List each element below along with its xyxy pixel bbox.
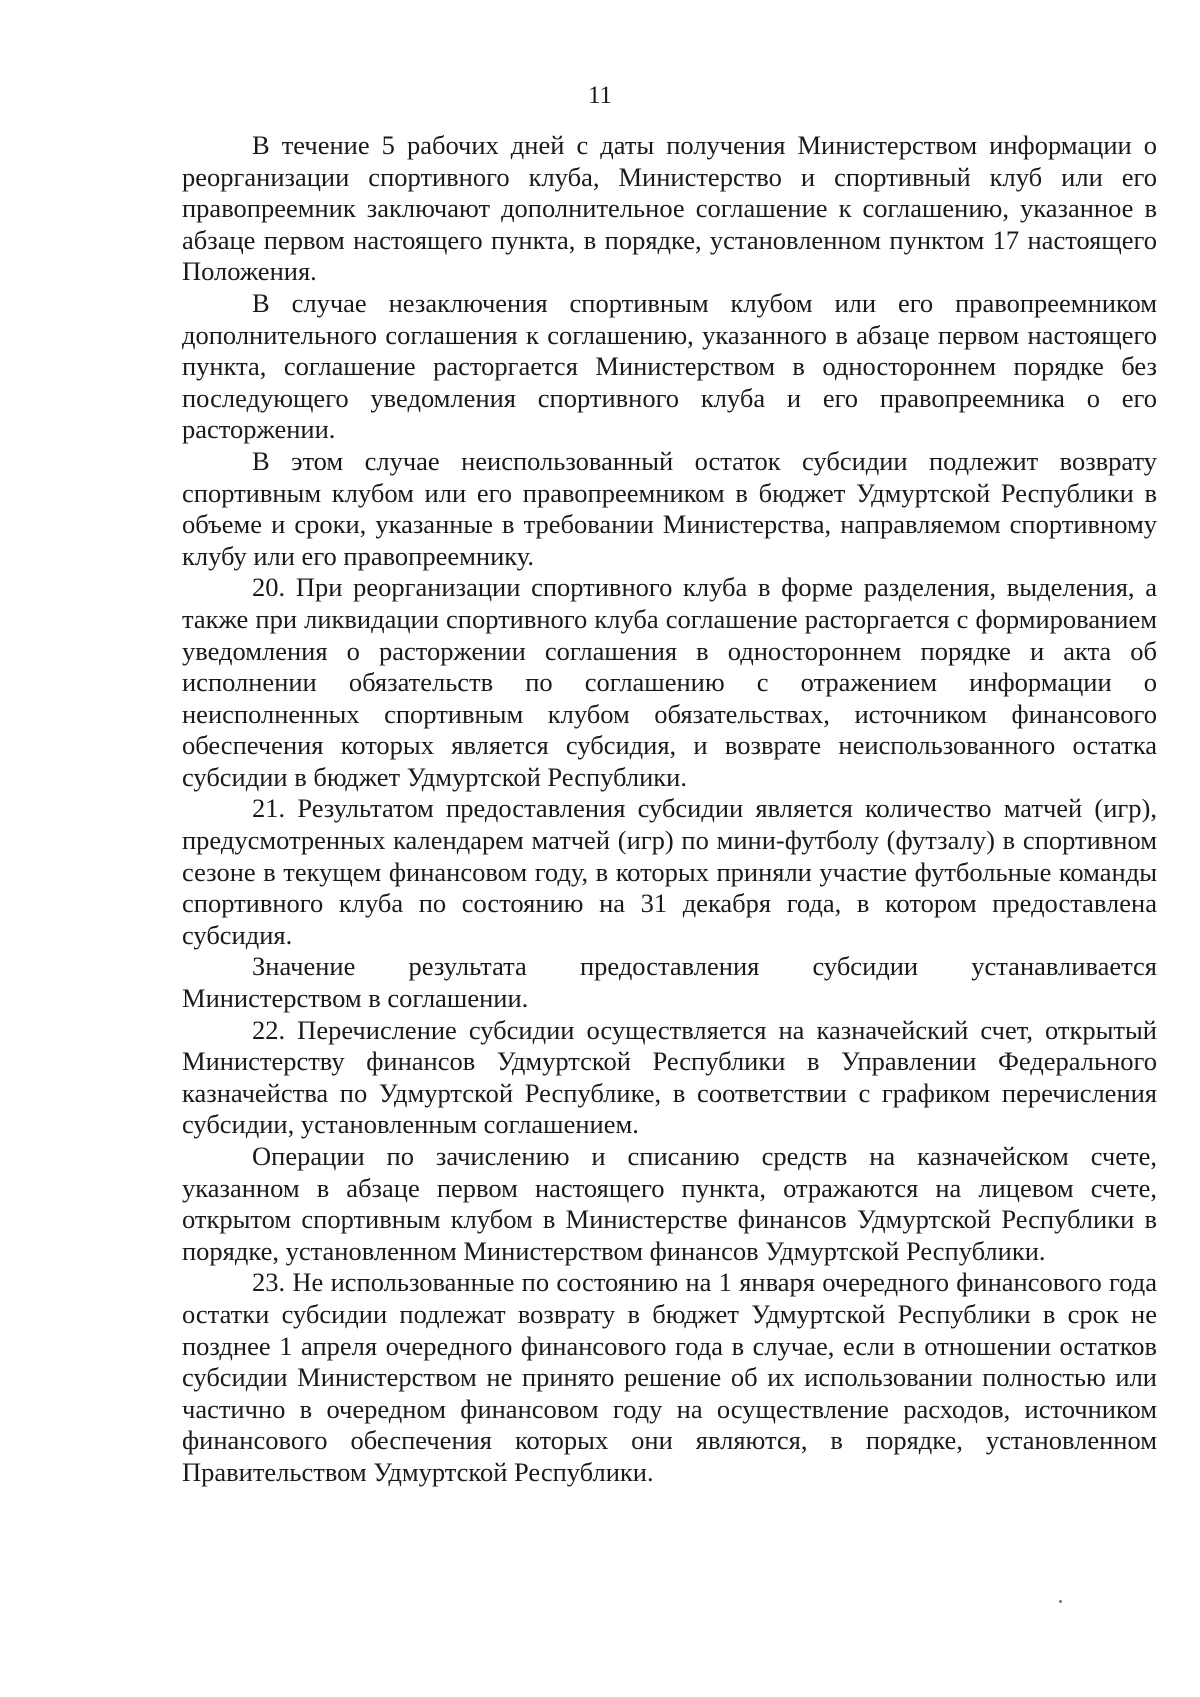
paragraph-clause-20: 20. При реорганизации спортивного клуба в форме разделения, выделения, а также при ликвидации спортивного клуба соглашение расторгается с формированием уведомления о расторжении соглашения в одностороннем порядке и акта об исполнении обязательств по соглашению с отражением информации о неисполненных спортивным клубом обязательствах, источником финансового обеспечения которых является субсидия, и возврате неиспользованного остатка субсидии в бюджет Удмуртской Республики. [182,572,1157,792]
scan-speck [1059,1600,1062,1603]
paragraph-treasury-operations: Операции по зачислению и списанию средств на казначейском счете, указанном в абзаце первом настоящего пункта, отражаются на лицевом счете, открытом спортивным клубом в Министерстве финансов Удмуртской Республики в порядке, установленном Министерством финансов Удмуртской Республики. [182,1141,1157,1266]
paragraph-clause-21: 21. Результатом предоставления субсидии является количество матчей (игр), предусмотренных календарем матчей (игр) по мини-футболу (футзалу) в спортивном сезоне в текущем финансовом году, в которых приняли участие футбольные команды спортивного клуба по состоянию на 31 декабря года, в котором предоставлена субсидия. [182,793,1157,950]
paragraph-reorganization-agreement: В течение 5 рабочих дней с даты получения Министерством информации о реорганизации спортивного клуба, Министерство и спортивный клуб или его правопреемник заключают дополнительное соглашение к соглашению, указанное в абзаце первом настоящего пункта, в порядке, установленном пунктом 17 настоящего Положения. [182,130,1157,287]
paragraph-result-value: Значение результата предоставления субсидии устанавливается Министерством в соглашении. [182,951,1157,1014]
paragraph-clause-22: 22. Перечисление субсидии осуществляется на казначейский счет, открытый Министерству финансов Удмуртской Республики в Управлении Федерального казначейства по Удмуртской Республике, в соответствии с графиком перечисления субсидии, установленным соглашением. [182,1014,1157,1140]
paragraph-clause-23: 23. Не использованные по состоянию на 1 января очередного финансового года остатки субсидии подлежат возврату в бюджет Удмуртской Республики в срок не позднее 1 апреля очередного финансового года в случае, если в отношении остатков субсидии Министерством не принято решение об их использовании полностью или частично в очередном финансовом году на осуществление расходов, источником финансового обеспечения которых они являются, в порядке, установленном Правительством Удмуртской Республики. [182,1267,1157,1487]
document-body [182,130,1157,1489]
paragraph-agreement-termination: В случае незаключения спортивным клубом или его правопреемником дополнительного соглашения к соглашению, указанного в абзаце первом настоящего пункта, соглашение расторгается Министерством в одностороннем порядке без последующего уведомления спортивного клуба и его правопреемника о его расторжении. [182,287,1157,445]
page-number: 11 [587,82,613,109]
paragraph-subsidy-return: В этом случае неиспользованный остаток субсидии подлежит возврату спортивным клубом или его правопреемником в бюджет Удмуртской Республики в объеме и сроки, указанные в требовании Министерства, направляемом спортивному клубу или его правопреемнику. [182,445,1157,571]
